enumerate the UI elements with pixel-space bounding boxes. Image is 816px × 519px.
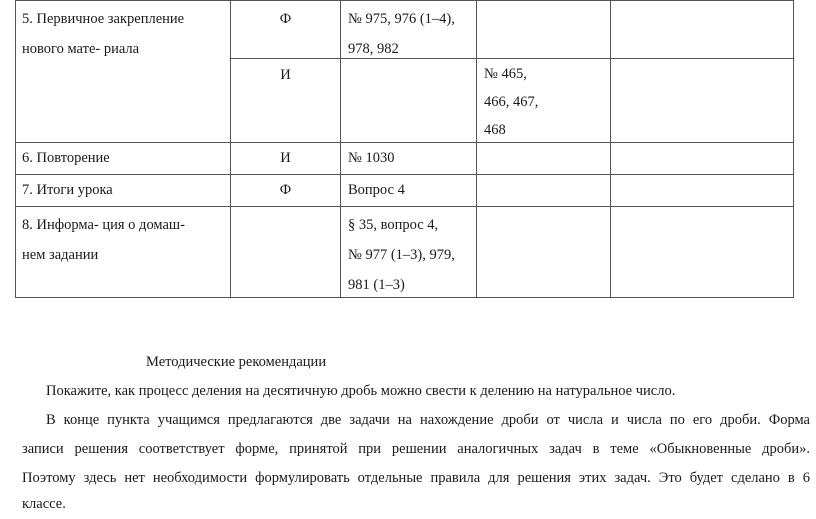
table-rule [15,0,16,298]
cell-line: Ф [279,182,292,198]
table-cell-extra [484,60,538,144]
cell-line: нем задании [22,247,99,263]
cell-line: 7. Итоги урока [22,182,113,198]
table-rule [15,0,794,1]
cell-line: 6. Повторение [22,150,110,166]
cell-line: № 975, 976 (1–4), [348,11,455,27]
cell-line: № 977 (1–3), 979, [348,247,455,263]
table-cell-tasks [348,210,455,300]
cell-line: Вопрос 4 [348,182,405,198]
cell-line: И [280,150,291,166]
cell-line: 8. Информа- ция о домаш- [22,217,185,233]
table-rule [340,0,341,298]
table-cell-stage [22,143,110,173]
paragraph-line: классе. [22,496,66,512]
cell-line: нового мате- риала [22,41,140,57]
cell-line: Ф [279,11,292,27]
table-cell-form [231,175,340,205]
section-title: Методические рекомендации [146,354,327,370]
cell-line: № 1030 [348,150,395,166]
table-cell-form [231,4,340,34]
paragraph-line: записи решения соответствует форме, принятой при решении аналогичных задач в теме «Обыкновенные дроби». [22,441,810,457]
cell-line: 978, 982 [348,41,399,57]
paragraph-line: В конце пункта учащимся предлагаются две задачи на нахождение дроби от числа и числа по его дроби. Форма [46,412,810,428]
table-cell-form [231,143,340,173]
table-rule [793,0,794,298]
table-cell-form [231,60,340,90]
cell-line: 5. Первичное закрепление [22,11,185,27]
cell-line: И [280,67,291,83]
paragraph-line: Поэтому здесь нет необходимости формулировать отдельные правила для решения этих задач. Это будет сделано в 6 [22,470,810,486]
table-cell-stage [22,175,113,205]
table-cell-tasks [348,4,455,64]
paragraph: Покажите, как процесс деления на десятичную дробь можно свести к делению на натуральное число. [46,383,676,399]
cell-line: № 465, [484,66,527,82]
table-rule [15,206,794,207]
table-rule [230,58,794,59]
cell-line: 466, 467, [484,94,539,110]
cell-line: 468 [484,122,506,138]
cell-line: 981 (1–3) [348,277,405,293]
table-cell-tasks [348,143,394,173]
table-rule [476,0,477,298]
table-cell-stage [22,210,185,270]
cell-line: § 35, вопрос 4, [348,217,439,233]
table-cell-stage [22,4,184,64]
table-rule [610,0,611,298]
table-rule [15,142,794,143]
table-cell-tasks [348,175,405,205]
